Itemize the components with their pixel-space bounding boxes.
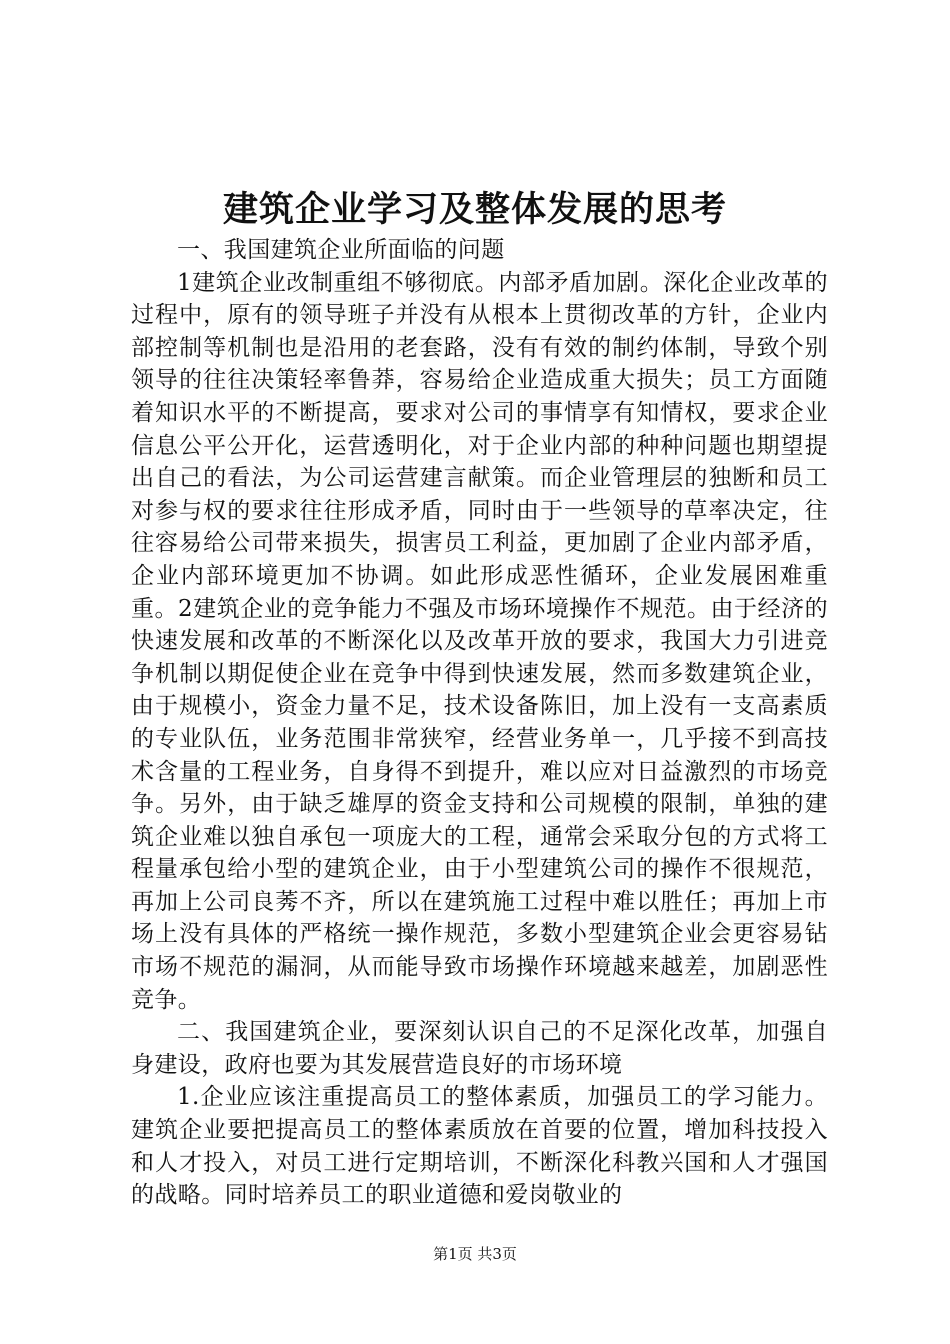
page-footer: 第1页 共3页 — [433, 1245, 517, 1263]
document-body — [131, 234, 828, 1212]
document-title: 建筑企业学习及整体发展的思考 — [222, 189, 727, 230]
section-heading-2: 二、我国建筑企业，要深刻认识自己的不足深化改革，加强自身建设，政府也要为其发展营造良好的市场环境 — [131, 1019, 828, 1078]
paragraph-1: 1建筑企业改制重组不够彻底。内部矛盾加剧。深化企业改革的过程中，原有的领导班子并没有从根本上贯彻改革的方针，企业内部控制等机制也是沿用的老套路，没有有效的制约体制，导致个别领导的往往决策轻率鲁莽，容易给企业造成重大损失；员工方面随着知识水平的不断提高，要求对公司的事情享有知情权，要求企业信息公平公开化，运营透明化，对于企业内部的种种问题也期望提出自己的看法，为公司运营建言献策。而企业管理层的独断和员工对参与权的要求往往形成矛盾，同时由于一些领导的草率决定，往往容易给公司带来损失，损害员工利益，更加剧了企业内部矛盾，企业内部环境更加不协调。如此形成恶性循环，企业发展困难重重。2建筑企业的竞争能力不强及市场环境操作不规范。由于经济的快速发展和改革的不断深化以及改革开放的要求，我国大力引进竞争机制以期促使企业在竞争中得到快速发展，然而多数建筑企业，由于规模小，资金力量不足，技术设备陈旧，加上没有一支高素质的专业队伍，业务范围非常狭窄，经营业务单一，几乎接不到高技术含量的工程业务，自身得不到提升，难以应对日益激烈的市场竞争。另外，由于缺乏雄厚的资金支持和公司规模的限制，单独的建筑企业难以独自承包一项庞大的工程，通常会采取分包的方式将工程量承包给小型的建筑企业，由于小型建筑公司的操作不很规范，再加上公司良莠不齐，所以在建筑施工过程中难以胜任；再加上市场上没有具体的严格统一操作规范，多数小型建筑企业会更容易钻市场不规范的漏洞，从而能导致市场操作环境越来越差，加剧恶性竞争。 — [131, 269, 828, 1013]
section-heading-1: 一、我国建筑企业所面临的问题 — [177, 237, 505, 263]
paragraph-2: 1.企业应该注重提高员工的整体素质，加强员工的学习能力。建筑企业要把提高员工的整体素质放在首要的位置，增加科技投入和人才投入，对员工进行定期培训，不断深化科教兴国和人才强国的战略。同时培养员工的职业道德和爱岗敬业的 — [131, 1084, 828, 1209]
